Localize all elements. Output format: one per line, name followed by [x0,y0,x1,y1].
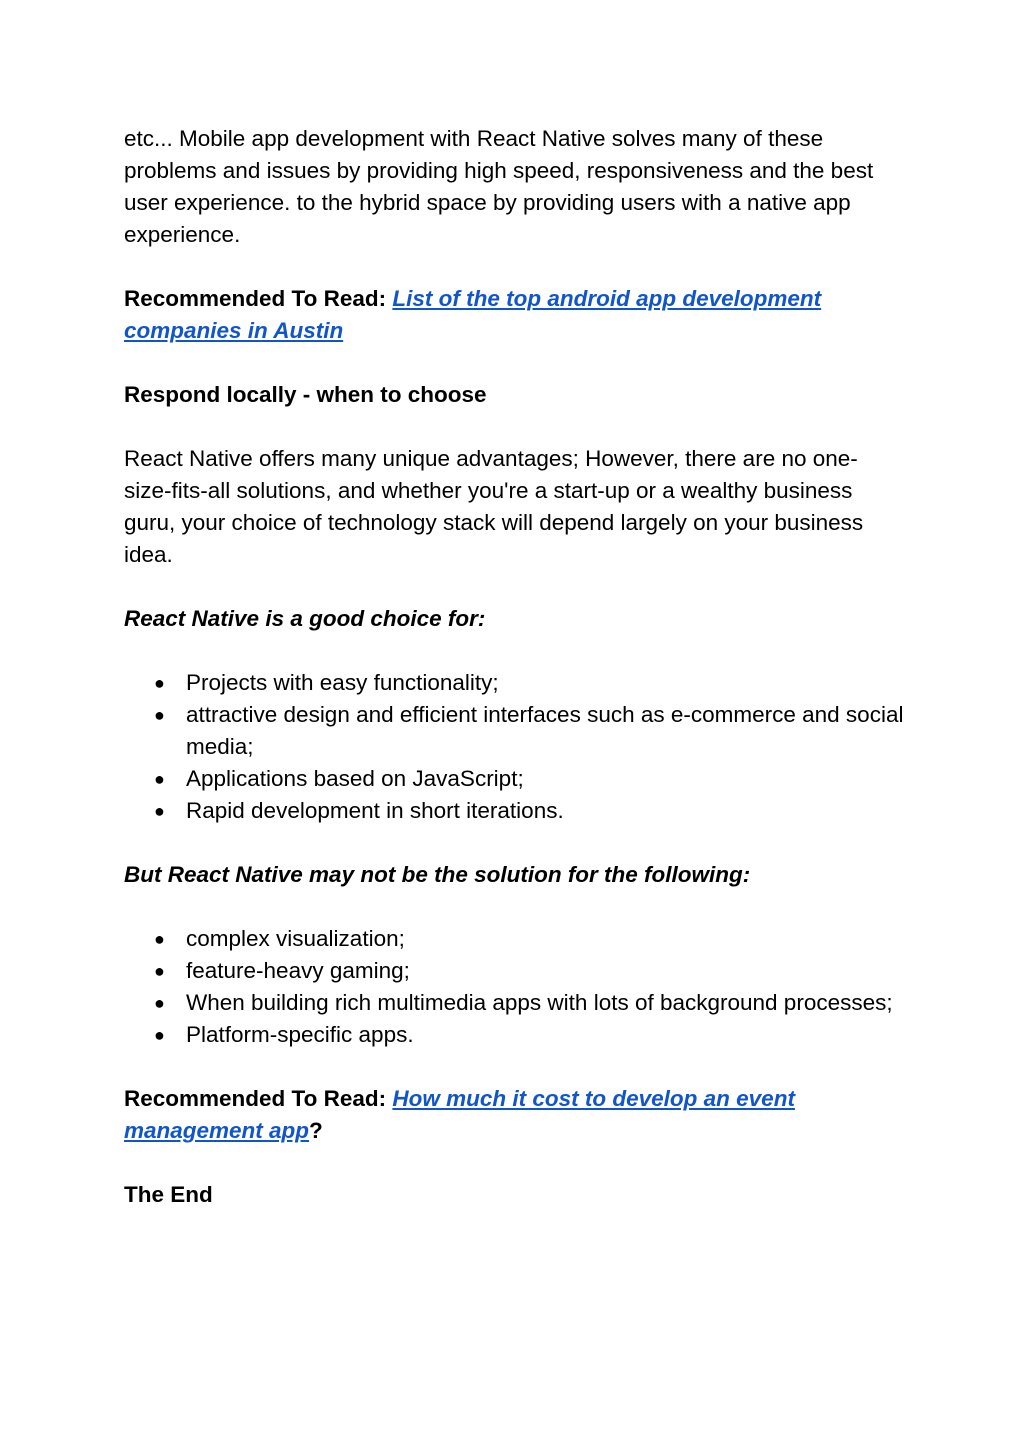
bullet-icon: ● [154,801,165,821]
not-solution-heading: But React Native may not be the solution for the following: [124,862,751,887]
bullet-icon: ● [154,961,165,981]
bullet-icon: ● [154,705,165,725]
recommended-read-2 [124,1083,904,1147]
recommended-link-event-app[interactable]: How much it cost to develop an event management app [124,1086,795,1143]
bullet-icon: ● [154,673,165,693]
recommended-label: Recommended To Read: [124,1086,393,1111]
not-solution-list [124,923,904,1051]
recommended-read-1 [124,283,904,347]
list-item: ● Applications based on JavaScript; [124,763,904,795]
the-end-heading: The End [124,1182,213,1207]
bullet-icon: ● [154,929,165,949]
section-paragraph: React Native offers many unique advantages; However, there are no one-size-fits-all solutions, and whether you're a start-up or a wealthy business guru, your choice of technology stack will depend largely on your business idea. [124,446,864,567]
question-mark: ? [309,1118,323,1143]
recommended-label: Recommended To Read: [124,286,393,311]
list-item: ● When building rich multimedia apps with lots of background processes; [124,987,904,1019]
list-item: ● complex visualization; [124,923,904,955]
list-item: ● attractive design and efficient interfaces such as e-commerce and social media; [124,699,904,763]
list-item: ● Projects with easy functionality; [124,667,904,699]
bullet-icon: ● [154,769,165,789]
list-item: ● feature-heavy gaming; [124,955,904,987]
bullet-icon: ● [154,1025,165,1045]
good-choice-heading: React Native is a good choice for: [124,606,486,631]
list-item: ● Rapid development in short iterations. [124,795,904,827]
recommended-link-austin[interactable]: List of the top android app development companies in Austin [124,286,822,343]
good-choice-list [124,667,904,827]
intro-paragraph: etc... Mobile app development with React Native solves many of these problems and issues by providing high speed, responsiveness and the best user experience. to the hybrid space by providing users with a native app experience. [124,126,874,247]
section-heading: Respond locally - when to choose [124,382,487,407]
list-item: ● Platform-specific apps. [124,1019,904,1051]
bullet-icon: ● [154,993,165,1013]
document-body [124,123,904,1211]
